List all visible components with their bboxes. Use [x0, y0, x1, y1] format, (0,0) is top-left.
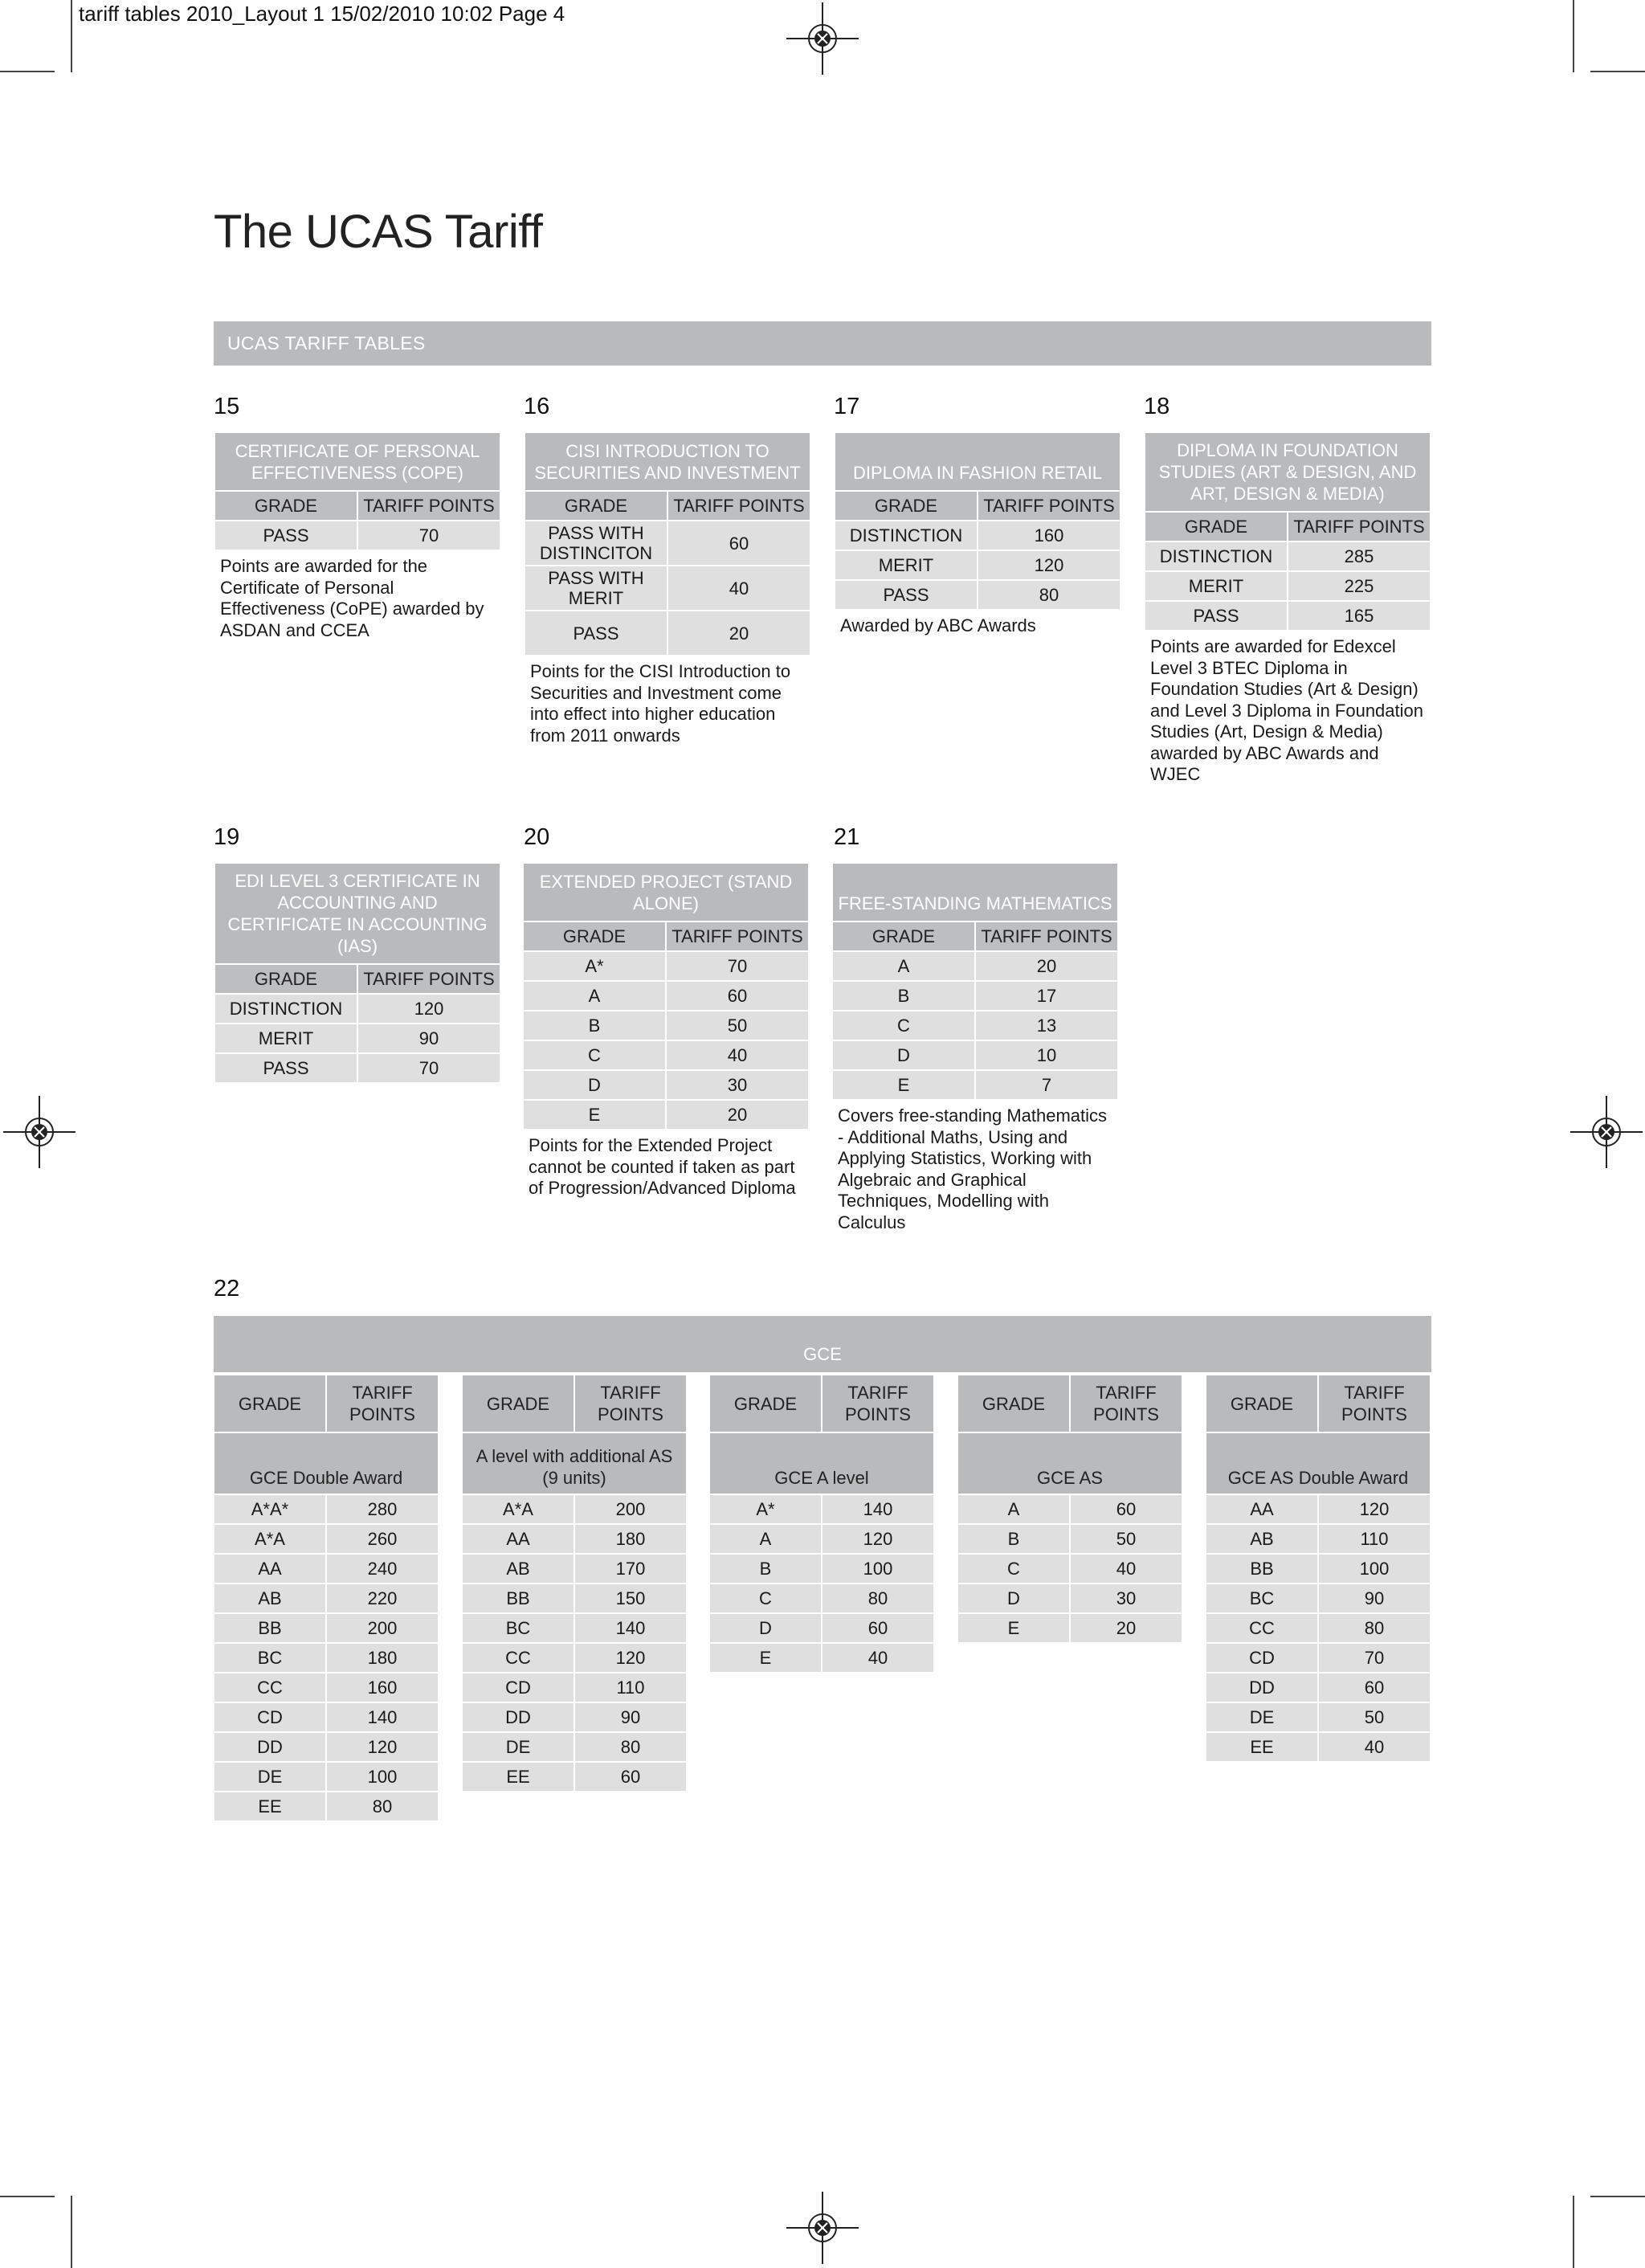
grade-cell: BB: [463, 1584, 574, 1612]
table-title: EXTENDED PROJECT (STAND ALONE): [524, 864, 808, 921]
grade-header: GRADE: [1206, 1375, 1317, 1432]
points-cell: 120: [327, 1733, 438, 1761]
grade-cell: AB: [214, 1584, 325, 1612]
points-cell: 60: [1319, 1673, 1430, 1702]
grade-cell: EE: [1206, 1733, 1317, 1761]
grade-cell: DISTINCTION: [1145, 542, 1287, 570]
table-row: [1206, 1495, 1430, 1523]
table-row: [463, 1614, 686, 1642]
table-title: CERTIFICATE OF PERSONAL EFFECTIVENESS (COPE): [215, 433, 500, 490]
points-cell: 140: [822, 1495, 933, 1523]
tariff-table: [831, 862, 1119, 1101]
tariff-points-header: TARIFF POINTS: [1071, 1375, 1182, 1432]
grade-cell: DD: [214, 1733, 325, 1761]
grade-cell: E: [710, 1644, 821, 1672]
grade-cell: A*A: [463, 1495, 574, 1523]
points-cell: 40: [1071, 1555, 1182, 1583]
grade-cell: E: [524, 1101, 665, 1129]
table-row: [524, 1041, 808, 1069]
crop-mark-top-right-h: [1590, 71, 1645, 72]
tariff-points-header: TARIFF POINTS: [1319, 1375, 1430, 1432]
points-cell: 20: [1071, 1614, 1182, 1642]
table-title: FREE-STANDING MATHEMATICS: [833, 864, 1117, 921]
tariff-table-block: [834, 431, 1121, 637]
points-cell: 225: [1288, 572, 1430, 600]
table-note: Points are awarded for Edexcel Level 3 BTEC Diploma in Foundation Studies (Art & Design) and Level 3 Diploma in Foundation Studies (Art, Design & Media) awarded by ABC Awards and WJEC: [1150, 636, 1424, 784]
gce-subtitle: GCE AS Double Award: [1206, 1433, 1430, 1494]
tariff-points-header: TARIFF POINTS: [668, 492, 810, 520]
grade-cell: PASS WITH DISTINCITON: [525, 521, 667, 565]
grade-header: GRADE: [215, 965, 357, 993]
points-cell: 80: [575, 1733, 686, 1761]
crop-mark-bottom-right-v: [1573, 2196, 1574, 2268]
tariff-points-header: TARIFF POINTS: [1288, 513, 1430, 541]
tariff-table-block: [522, 862, 810, 1199]
table-row: [710, 1495, 933, 1523]
gce-table: [708, 1374, 935, 1673]
table-note: Points for the CISI Introduction to Securities and Investment come into effect into higher education from 2011 onwards: [530, 661, 791, 746]
table-row: [710, 1614, 933, 1642]
grade-cell: MERIT: [1145, 572, 1287, 600]
table-row: [710, 1525, 933, 1553]
points-cell: 120: [358, 995, 500, 1023]
grade-cell: DISTINCTION: [835, 521, 977, 550]
tariff-table: [834, 431, 1121, 611]
grade-cell: PASS: [215, 1054, 357, 1082]
registration-mark-top-icon: [786, 2, 859, 75]
points-cell: 70: [358, 521, 500, 550]
table-number: 22: [214, 1276, 240, 1302]
tariff-table-block: [1144, 431, 1431, 786]
grade-cell: AB: [1206, 1525, 1317, 1553]
table-row: [710, 1644, 933, 1672]
grade-cell: E: [833, 1071, 974, 1099]
table-row: [463, 1673, 686, 1702]
table-number: 21: [834, 824, 860, 850]
grade-cell: A*: [710, 1495, 821, 1523]
points-cell: 40: [1319, 1733, 1430, 1761]
table-row: [463, 1763, 686, 1791]
table-row: [524, 952, 808, 980]
gce-subtitle: GCE Double Award: [214, 1433, 438, 1494]
points-cell: 80: [978, 581, 1120, 609]
points-cell: 100: [1319, 1555, 1430, 1583]
table-row: [1206, 1614, 1430, 1642]
grade-cell: PASS: [835, 581, 977, 609]
grade-cell: AA: [463, 1525, 574, 1553]
points-cell: 165: [1288, 602, 1430, 630]
grade-cell: C: [524, 1041, 665, 1069]
grade-header: GRADE: [215, 492, 357, 520]
table-row: [214, 1792, 438, 1821]
grade-cell: AA: [214, 1555, 325, 1583]
grade-cell: DE: [1206, 1703, 1317, 1731]
points-cell: 110: [575, 1673, 686, 1702]
table-row: [215, 1024, 500, 1052]
grade-header: GRADE: [463, 1375, 574, 1432]
grade-cell: BB: [214, 1614, 325, 1642]
table-row: [463, 1703, 686, 1731]
points-cell: 20: [667, 1101, 808, 1129]
points-cell: 140: [575, 1614, 686, 1642]
points-cell: 120: [1319, 1495, 1430, 1523]
points-cell: 60: [1071, 1495, 1182, 1523]
points-cell: 280: [327, 1495, 438, 1523]
crop-mark-bottom-left-v: [71, 2196, 72, 2268]
gce-column: [461, 1374, 688, 1792]
table-note: Points are awarded for the Certificate of Personal Effectiveness (CoPE) awarded by ASDAN and CCEA: [220, 556, 484, 640]
table-row: [214, 1644, 438, 1672]
table-row: [1206, 1733, 1430, 1761]
table-row: [835, 551, 1120, 579]
grade-header: GRADE: [835, 492, 977, 520]
table-row: [1206, 1644, 1430, 1672]
table-row: [1206, 1525, 1430, 1553]
grade-cell: DISTINCTION: [215, 995, 357, 1023]
crop-mark-bottom-right-h: [1590, 2196, 1645, 2197]
tariff-table: [522, 862, 810, 1130]
grade-cell: BC: [463, 1614, 574, 1642]
tariff-table-block: [831, 862, 1119, 1233]
section-band: UCAS TARIFF TABLES: [214, 321, 1431, 366]
grade-cell: CC: [463, 1644, 574, 1672]
points-cell: 30: [1071, 1584, 1182, 1612]
points-cell: 50: [667, 1011, 808, 1040]
table-row: [958, 1555, 1182, 1583]
points-cell: 120: [978, 551, 1120, 579]
gce-title: GCE: [214, 1316, 1431, 1372]
table-row: [1145, 542, 1430, 570]
points-cell: 260: [327, 1525, 438, 1553]
gce-column: [708, 1374, 935, 1673]
table-row: [710, 1555, 933, 1583]
table-row: [524, 982, 808, 1010]
points-cell: 90: [1319, 1584, 1430, 1612]
grade-cell: B: [833, 982, 974, 1010]
grade-cell: CC: [214, 1673, 325, 1702]
points-cell: 285: [1288, 542, 1430, 570]
table-row: [835, 521, 1120, 550]
table-number: 15: [214, 394, 240, 419]
points-cell: 170: [575, 1555, 686, 1583]
page-title: The UCAS Tariff: [214, 206, 543, 258]
points-cell: 200: [327, 1614, 438, 1642]
tariff-points-header: TARIFF POINTS: [822, 1375, 933, 1432]
grade-cell: MERIT: [215, 1024, 357, 1052]
grade-cell: DD: [463, 1703, 574, 1731]
grade-cell: B: [710, 1555, 821, 1583]
points-cell: 17: [976, 982, 1117, 1010]
points-cell: 200: [575, 1495, 686, 1523]
table-row: [214, 1673, 438, 1702]
registration-mark-left-icon: [3, 1096, 76, 1168]
table-row: [463, 1733, 686, 1761]
grade-cell: D: [710, 1614, 821, 1642]
table-row: [215, 995, 500, 1023]
grade-cell: AB: [463, 1555, 574, 1583]
grade-cell: C: [833, 1011, 974, 1040]
gce-table: [461, 1374, 688, 1792]
table-row: [214, 1525, 438, 1553]
tariff-points-header: TARIFF POINTS: [358, 492, 500, 520]
table-row: [463, 1584, 686, 1612]
points-cell: 80: [1319, 1614, 1430, 1642]
points-cell: 160: [327, 1673, 438, 1702]
tariff-points-header: TARIFF POINTS: [327, 1375, 438, 1432]
points-cell: 13: [976, 1011, 1117, 1040]
table-row: [524, 1071, 808, 1099]
points-cell: 60: [668, 521, 810, 565]
tariff-table: [524, 431, 811, 656]
tariff-points-header: TARIFF POINTS: [978, 492, 1120, 520]
grade-cell: PASS WITH MERIT: [525, 566, 667, 610]
grade-header: GRADE: [214, 1375, 325, 1432]
points-cell: 30: [667, 1071, 808, 1099]
table-row: [1206, 1703, 1430, 1731]
crop-mark-top-left-v: [71, 0, 72, 72]
table-number: 16: [524, 394, 550, 419]
grade-cell: B: [524, 1011, 665, 1040]
grade-header: GRADE: [833, 922, 974, 950]
grade-cell: EE: [463, 1763, 574, 1791]
points-cell: 60: [822, 1614, 933, 1642]
tariff-table: [214, 431, 501, 551]
table-title: EDI LEVEL 3 CERTIFICATE IN ACCOUNTING AND CERTIFICATE IN ACCOUNTING (IAS): [215, 864, 500, 963]
points-cell: 80: [822, 1584, 933, 1612]
points-cell: 7: [976, 1071, 1117, 1099]
grade-header: GRADE: [1145, 513, 1287, 541]
points-cell: 40: [667, 1041, 808, 1069]
table-row: [1206, 1584, 1430, 1612]
table-row: [958, 1525, 1182, 1553]
table-row: [214, 1763, 438, 1791]
print-slug: tariff tables 2010_Layout 1 15/02/2010 10:02 Page 4: [79, 2, 565, 26]
points-cell: 40: [668, 566, 810, 610]
table-row: [835, 581, 1120, 609]
grade-cell: A*: [524, 952, 665, 980]
table-row: [710, 1584, 933, 1612]
gce-table: [213, 1374, 439, 1822]
grade-cell: CD: [1206, 1644, 1317, 1672]
table-number: 18: [1144, 394, 1170, 419]
tariff-table-block: [214, 431, 501, 641]
points-cell: 120: [822, 1525, 933, 1553]
gce-column: [957, 1374, 1183, 1644]
table-row: [524, 1101, 808, 1129]
grade-header: GRADE: [710, 1375, 821, 1432]
crop-mark-bottom-left-h: [0, 2196, 55, 2197]
table-number: 19: [214, 824, 240, 850]
points-cell: 140: [327, 1703, 438, 1731]
points-cell: 150: [575, 1584, 686, 1612]
table-row: [463, 1644, 686, 1672]
grade-cell: PASS: [525, 611, 667, 655]
grade-cell: CD: [463, 1673, 574, 1702]
gce-table: [957, 1374, 1183, 1644]
table-number: 17: [834, 394, 860, 419]
table-note: Awarded by ABC Awards: [840, 615, 1036, 635]
points-cell: 40: [822, 1644, 933, 1672]
table-note: Covers free-standing Mathematics - Additional Maths, Using and Applying Statistics, Working with Algebraic and Graphical Techniques, Modelling with Calculus: [838, 1105, 1108, 1232]
table-row: [1145, 572, 1430, 600]
table-row: [1206, 1555, 1430, 1583]
grade-cell: CC: [1206, 1614, 1317, 1642]
grade-cell: A: [958, 1495, 1069, 1523]
table-row: [525, 521, 810, 565]
grade-cell: EE: [214, 1792, 325, 1821]
table-row: [214, 1555, 438, 1583]
points-cell: 100: [822, 1555, 933, 1583]
table-title: DIPLOMA IN FASHION RETAIL: [835, 433, 1120, 490]
table-row: [214, 1703, 438, 1731]
points-cell: 60: [667, 982, 808, 1010]
table-note: Points for the Extended Project cannot be counted if taken as part of Progression/Advanced Diploma: [529, 1135, 796, 1198]
table-row: [833, 1011, 1117, 1040]
tariff-table: [1144, 431, 1431, 631]
tariff-table-block: [214, 862, 501, 1084]
table-row: [833, 1041, 1117, 1069]
grade-cell: A*A: [214, 1525, 325, 1553]
grade-cell: BC: [1206, 1584, 1317, 1612]
gce-subtitle: A level with additional AS (9 units): [463, 1433, 686, 1494]
table-row: [1206, 1673, 1430, 1702]
table-row: [463, 1495, 686, 1523]
table-row: [958, 1614, 1182, 1642]
grade-cell: B: [958, 1525, 1069, 1553]
table-row: [215, 1054, 500, 1082]
tariff-points-header: TARIFF POINTS: [976, 922, 1117, 950]
gce-subtitle: GCE A level: [710, 1433, 933, 1494]
crop-mark-top-right-v: [1573, 0, 1574, 72]
points-cell: 50: [1319, 1703, 1430, 1731]
points-cell: 80: [327, 1792, 438, 1821]
table-row: [833, 1071, 1117, 1099]
table-row: [525, 611, 810, 655]
table-row: [958, 1495, 1182, 1523]
grade-cell: BB: [1206, 1555, 1317, 1583]
grade-cell: E: [958, 1614, 1069, 1642]
points-cell: 10: [976, 1041, 1117, 1069]
points-cell: 70: [667, 952, 808, 980]
grade-cell: CD: [214, 1703, 325, 1731]
table-title: DIPLOMA IN FOUNDATION STUDIES (ART & DESIGN, AND ART, DESIGN & MEDIA): [1145, 433, 1430, 511]
points-cell: 90: [575, 1703, 686, 1731]
grade-cell: BC: [214, 1644, 325, 1672]
table-row: [214, 1614, 438, 1642]
points-cell: 90: [358, 1024, 500, 1052]
tariff-points-header: TARIFF POINTS: [667, 922, 808, 950]
tariff-points-header: TARIFF POINTS: [575, 1375, 686, 1432]
table-row: [958, 1584, 1182, 1612]
points-cell: 180: [327, 1644, 438, 1672]
points-cell: 50: [1071, 1525, 1182, 1553]
table-row: [214, 1584, 438, 1612]
points-cell: 240: [327, 1555, 438, 1583]
points-cell: 180: [575, 1525, 686, 1553]
grade-cell: DD: [1206, 1673, 1317, 1702]
tariff-table-block: [524, 431, 811, 746]
grade-cell: C: [958, 1555, 1069, 1583]
gce-column: [1205, 1374, 1431, 1763]
gce-subtitle: GCE AS: [958, 1433, 1182, 1494]
grade-cell: DE: [214, 1763, 325, 1791]
grade-cell: PASS: [215, 521, 357, 550]
tariff-table: [214, 862, 501, 1084]
points-cell: 120: [575, 1644, 686, 1672]
grade-cell: D: [524, 1071, 665, 1099]
table-row: [214, 1495, 438, 1523]
points-cell: 70: [1319, 1644, 1430, 1672]
table-row: [524, 1011, 808, 1040]
table-number: 20: [524, 824, 550, 850]
table-row: [525, 566, 810, 610]
table-row: [215, 521, 500, 550]
points-cell: 160: [978, 521, 1120, 550]
registration-mark-bottom-icon: [786, 2192, 859, 2264]
points-cell: 20: [976, 952, 1117, 980]
gce-table: [1205, 1374, 1431, 1763]
points-cell: 100: [327, 1763, 438, 1791]
grade-cell: D: [833, 1041, 974, 1069]
grade-header: GRADE: [958, 1375, 1069, 1432]
table-row: [214, 1733, 438, 1761]
table-row: [463, 1525, 686, 1553]
grade-cell: C: [710, 1584, 821, 1612]
table-row: [833, 982, 1117, 1010]
grade-cell: D: [958, 1584, 1069, 1612]
grade-cell: A: [524, 982, 665, 1010]
grade-header: GRADE: [525, 492, 667, 520]
points-cell: 110: [1319, 1525, 1430, 1553]
points-cell: 60: [575, 1763, 686, 1791]
tariff-points-header: TARIFF POINTS: [358, 965, 500, 993]
points-cell: 220: [327, 1584, 438, 1612]
grade-header: GRADE: [524, 922, 665, 950]
table-title: CISI INTRODUCTION TO SECURITIES AND INVESTMENT: [525, 433, 810, 490]
grade-cell: A*A*: [214, 1495, 325, 1523]
points-cell: 70: [358, 1054, 500, 1082]
table-row: [463, 1555, 686, 1583]
grade-cell: DE: [463, 1733, 574, 1761]
crop-mark-top-left-h: [0, 71, 55, 72]
points-cell: 20: [668, 611, 810, 655]
table-row: [1145, 602, 1430, 630]
registration-mark-right-icon: [1570, 1096, 1643, 1168]
gce-column: [213, 1374, 439, 1822]
grade-cell: MERIT: [835, 551, 977, 579]
grade-cell: A: [833, 952, 974, 980]
grade-cell: A: [710, 1525, 821, 1553]
table-row: [833, 952, 1117, 980]
grade-cell: PASS: [1145, 602, 1287, 630]
grade-cell: AA: [1206, 1495, 1317, 1523]
